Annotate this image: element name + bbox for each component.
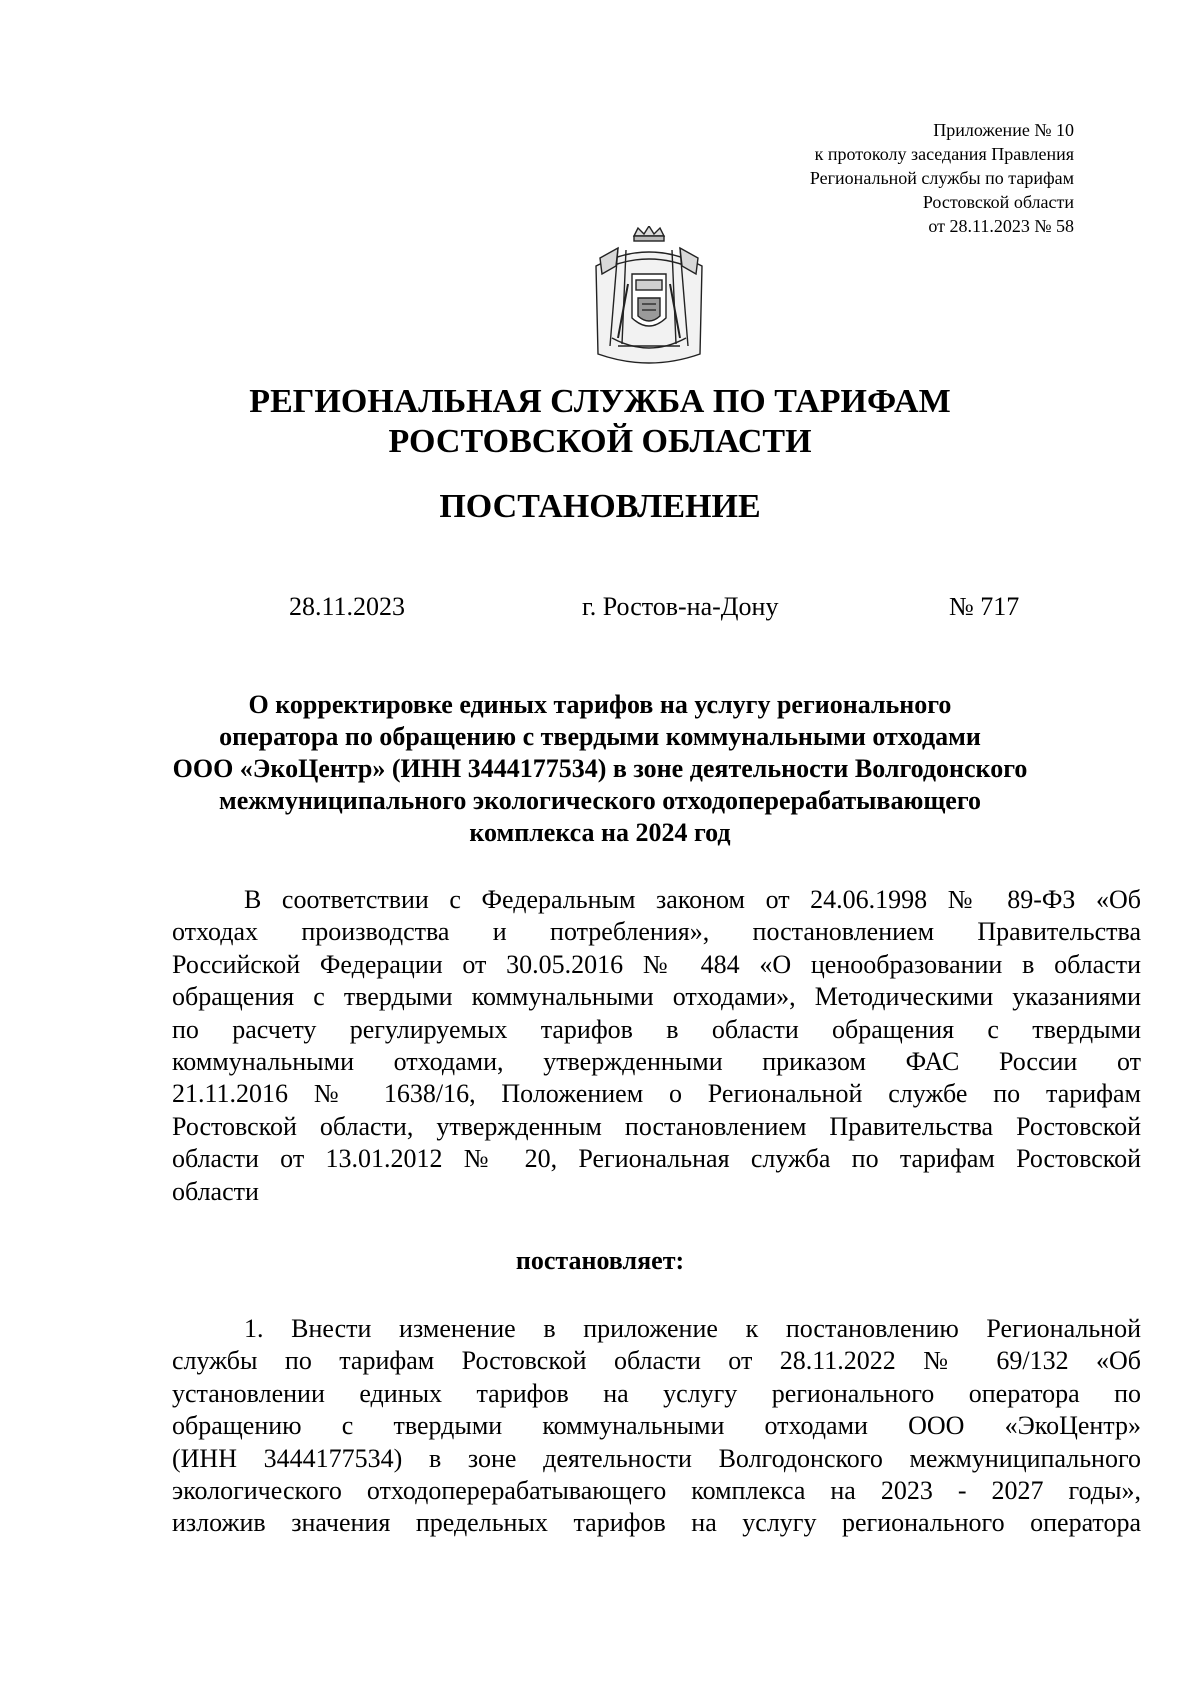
rostov-oblast-coat-of-arms-icon <box>588 226 710 376</box>
document-date: 28.11.2023 <box>289 592 406 621</box>
subject-line: оператора по обращению с твердыми коммунальными отходами <box>219 722 981 751</box>
preamble-line: области от 13.01.2012 № 20, Региональная служба по тарифам Ростовской <box>172 1144 1141 1174</box>
annex-line: Региональной службы по тарифам <box>809 168 1074 188</box>
organization-name-line: РОСТОВСКОЙ ОБЛАСТИ <box>388 423 812 460</box>
preamble-line: Ростовской области, утвержденным постановлением Правительства Ростовской <box>172 1111 1141 1141</box>
preamble-line: по расчету регулируемых тарифов в области обращения с твердыми <box>172 1014 1141 1044</box>
clause-line: (ИНН 3444177534) в зоне деятельности Волгодонского межмуниципального <box>172 1443 1141 1473</box>
annex-line: к протоколу заседания Правления <box>814 144 1074 164</box>
clause-1-paragraph <box>172 1313 1141 1540</box>
preamble-line: Российской Федерации от 30.05.2016 № 484 «О ценообразовании в области <box>172 949 1141 979</box>
annex-line: от 28.11.2023 № 58 <box>928 216 1074 236</box>
subject-line: О корректировке единых тарифов на услугу регионального <box>248 690 952 719</box>
date-place-number-line <box>0 590 1200 624</box>
annex-line: Приложение № 10 <box>933 120 1074 140</box>
preamble-line: В соответствии с Федеральным законом от 24.06.1998 № 89-ФЗ «Об <box>244 885 1141 914</box>
clause-line: установлении единых тарифов на услугу регионального оператора по <box>172 1378 1141 1408</box>
document-subject <box>150 689 1050 849</box>
annex-block <box>810 118 1074 238</box>
preamble-paragraph <box>172 884 1141 1208</box>
subject-line: ООО «ЭкоЦентр» (ИНН 3444177534) в зоне деятельности Волгодонского <box>172 754 1028 783</box>
document-type: ПОСТАНОВЛЕНИЕ <box>439 488 761 525</box>
clause-line: 1. Внести изменение в приложение к постановлению Региональной <box>244 1314 1141 1343</box>
clause-line: службы по тарифам Ростовской области от 28.11.2022 № 69/132 «Об <box>172 1346 1141 1376</box>
clause-line: экологического отходоперерабатывающего комплекса на 2023 - 2027 годы», <box>172 1476 1141 1506</box>
document-number: № 717 <box>949 592 1020 621</box>
preamble-line: коммунальными отходами, утвержденными приказом ФАС России от <box>172 1047 1141 1077</box>
preamble-line: 21.11.2016 № 1638/16, Положением о Региональной службе по тарифам <box>172 1079 1141 1109</box>
clause-line: изложив значения предельных тарифов на услугу регионального оператора <box>172 1508 1141 1538</box>
preamble-line: отходах производства и потребления», постановлением Правительства <box>172 917 1141 947</box>
organization-name <box>0 382 1200 462</box>
annex-line: Ростовской области <box>922 192 1074 212</box>
organization-name-line: РЕГИОНАЛЬНАЯ СЛУЖБА ПО ТАРИФАМ <box>249 383 951 420</box>
preamble-line: обращения с твердыми коммунальными отходами», Методическими указаниями <box>172 982 1141 1012</box>
clause-line: обращению с твердыми коммунальными отходами ООО «ЭкоЦентр» <box>172 1411 1141 1441</box>
subject-line: межмуниципального экологического отходоперерабатывающего <box>219 786 981 815</box>
document-city: г. Ростов-на-Дону <box>582 592 779 621</box>
preamble-line: области <box>172 1176 259 1206</box>
decree-word: постановляет: <box>515 1246 685 1275</box>
subject-line: комплекса на 2024 год <box>469 818 731 847</box>
